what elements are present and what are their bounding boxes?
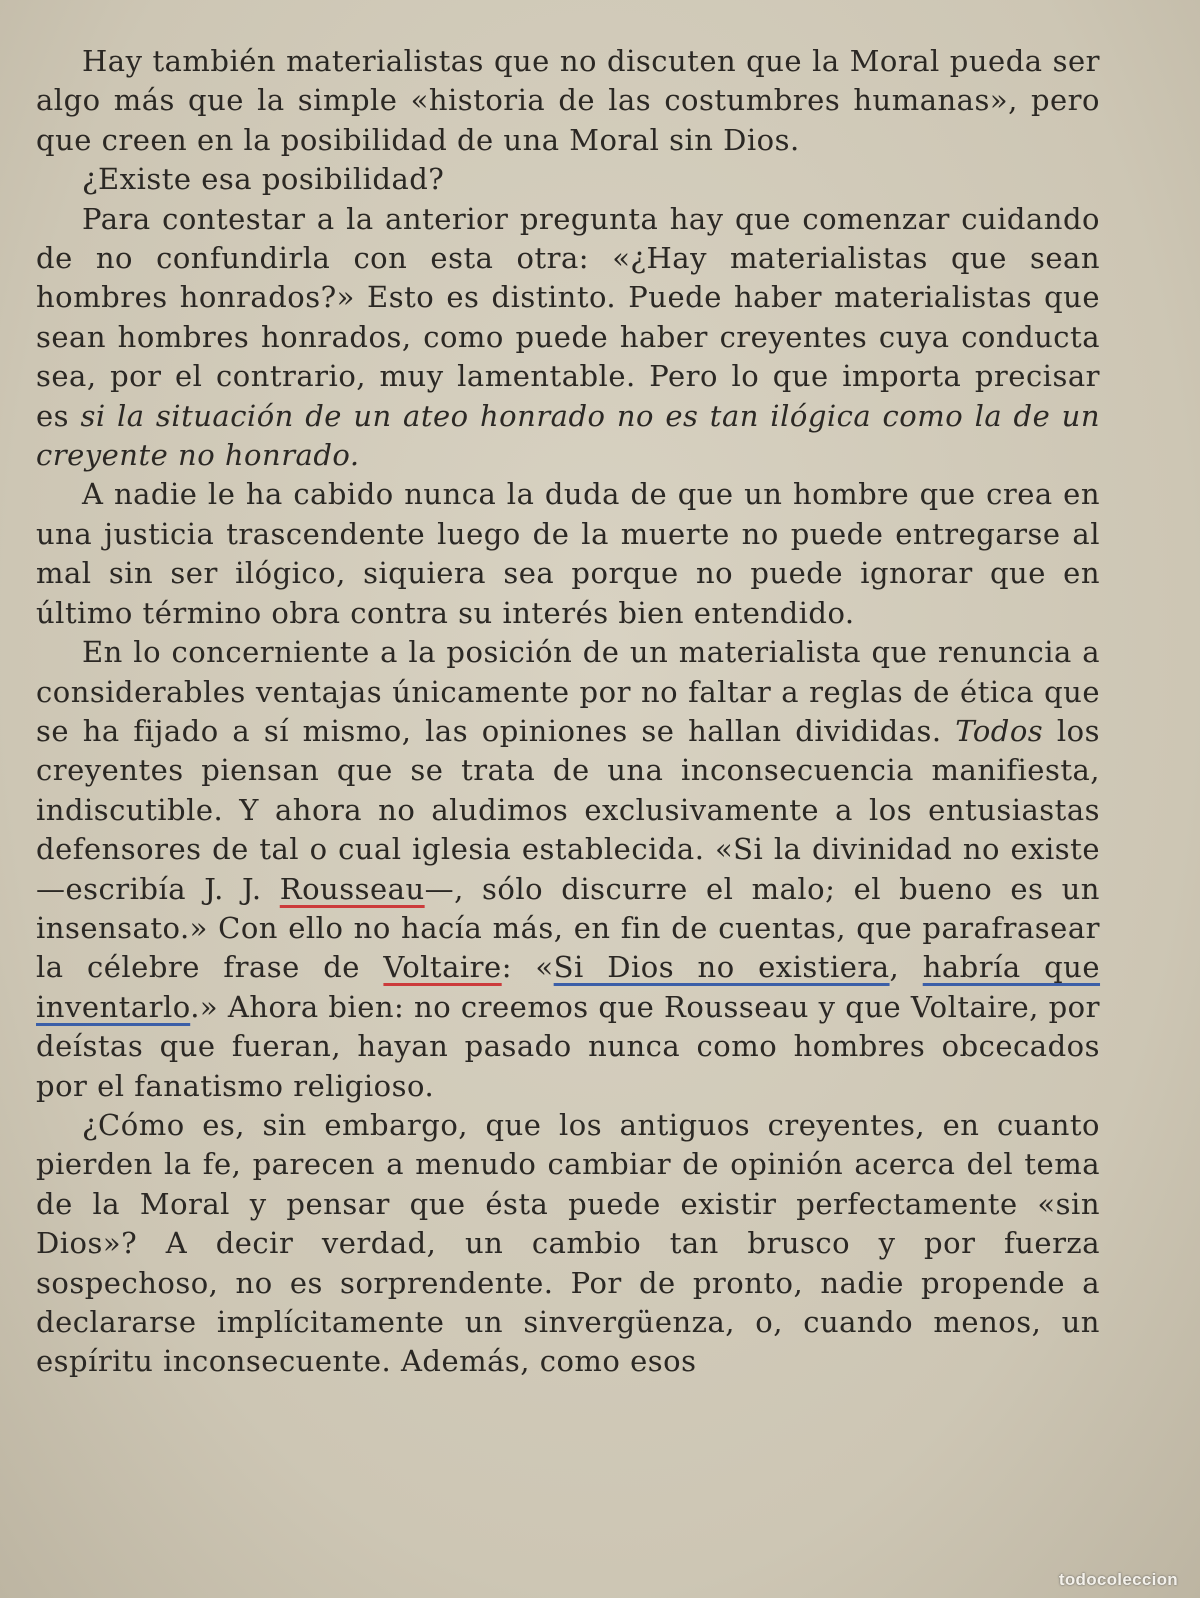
text-segment: Hay también materialistas que no discuten que la Moral pueda ser algo más que la simple «historia de las costumbres humanas», pero que creen en la posibilidad de una Moral sin Dios. <box>36 44 1100 157</box>
paragraph <box>36 633 1100 1106</box>
text-italic: si la situación de un ateo honrado no es tan ilógica como la de un creyente no honrado. <box>36 398 1100 473</box>
text-underline-red: Rousseau <box>279 871 425 906</box>
text-segment: : « <box>501 950 554 985</box>
text-segment: ¿Existe esa posibilidad? <box>82 162 445 197</box>
paragraph <box>36 160 1100 199</box>
text-italic: Todos <box>955 713 1044 748</box>
text-underline-red: Voltaire <box>383 950 502 985</box>
text-segment: Para contestar a la anterior pregunta hay que comenzar cuidando de no confundirla con esta otra: «¿Hay materialistas que sean hombres honrados?» Esto es distinto. Puede haber materialistas que sean hombres honrados, como puede haber creyentes cuya conducta sea, por el contrario, muy lamentable. Pero lo que importa precisar es <box>36 201 1100 433</box>
text-segment: los creyentes piensan que se trata de una inconsecuencia manifiesta, indiscutible. Y ahora no aludimos exclusivamente a los entusiastas defensores de tal o cual iglesia establecida. «Si la divinidad no existe—escribía J. J. <box>36 713 1100 906</box>
text-segment: —, sólo discurre el malo; el bueno es un insensato.» Con ello no hacía más, en fin de cuentas, que parafrasear la célebre frase de <box>36 871 1100 985</box>
text-segment: A nadie le ha cabido nunca la duda de que un hombre que crea en una justicia trascendente luego de la muerte no puede entregarse al mal sin ser ilógico, siquiera sea porque no puede ignorar que en último término obra contra su interés bien entendido. <box>36 477 1100 630</box>
text-underline-blue: habría que inventarlo <box>36 950 1101 1024</box>
paragraph <box>36 200 1100 476</box>
paragraph <box>36 475 1100 633</box>
paragraph <box>36 1106 1100 1382</box>
text-segment: En lo concerniente a la posición de un materialista que renuncia a considerables ventajas únicamente por no faltar a reglas de ética que se ha fijado a sí mismo, las opiniones se hallan divididas. <box>36 635 1100 748</box>
text-segment: .» Ahora bien: no creemos que Rousseau y que Voltaire, por deístas que fueran, hayan pasado nunca como hombres obcecados por el fanatismo religioso. <box>36 989 1100 1103</box>
text-segment: , <box>889 950 923 985</box>
text-segment: ¿Cómo es, sin embargo, que los antiguos creyentes, en cuanto pierden la fe, parecen a menudo cambiar de opinión acerca del tema de la Moral y pensar que ésta puede existir perfectamente «sin Dios»? A decir verdad, un cambio tan brusco y por fuerza sospechoso, no es sorprendente. Por de pronto, nadie propende a declararse implícitamente un sinvergüenza, o, cuando menos, un espíritu inconsecuente. Además, como esos <box>36 1107 1100 1379</box>
watermark: todocoleccion <box>1058 1570 1178 1589</box>
text-underline-blue: Si Dios no existiera <box>553 950 890 985</box>
paragraph <box>36 42 1100 160</box>
page-text <box>36 42 1100 1382</box>
